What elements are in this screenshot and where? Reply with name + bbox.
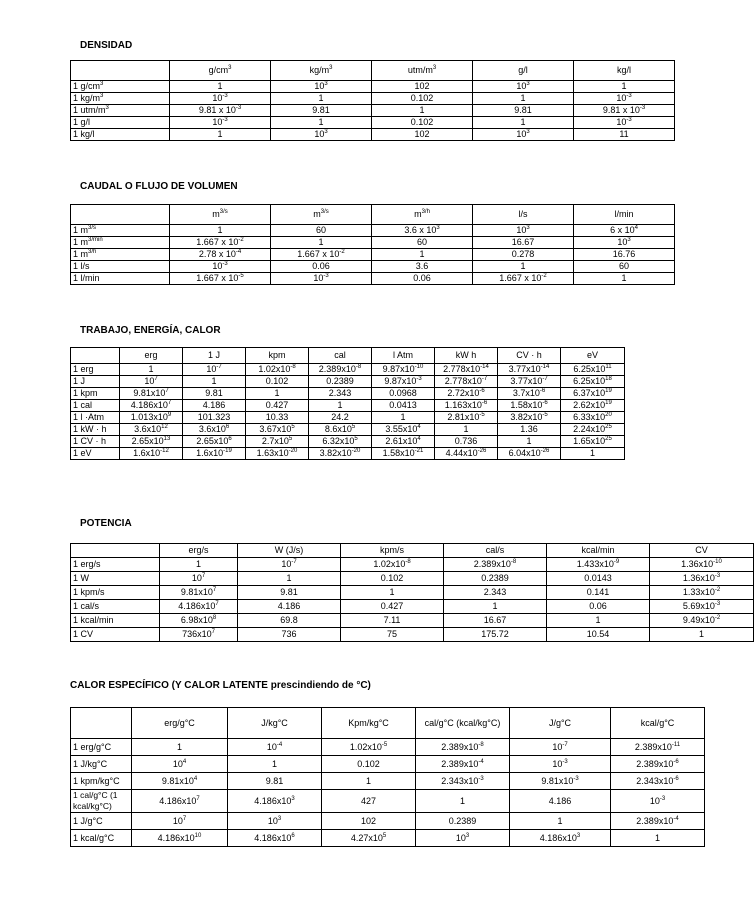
table-row [71, 830, 705, 847]
table-cell: 2.343 [309, 388, 372, 400]
section-title-calor-especifico: CALOR ESPECÍFICO (Y CALOR LATENTE prescindiendo de °C) [70, 680, 371, 691]
table-cell: $10^{-3}$ [611, 790, 705, 813]
table-cell: $10^{-3}$ [170, 261, 271, 273]
table-cell: $6.37x10^{19}$ [561, 388, 625, 400]
table-cell: 102 [372, 81, 473, 93]
table-cell: 0.102 [372, 117, 473, 129]
table-row [71, 261, 675, 273]
table-cell: 60 [574, 261, 675, 273]
table-cell: 0.06 [271, 261, 372, 273]
table-cell: 1 [183, 376, 246, 388]
table-cell: $2.389x10^{-8}$ [309, 364, 372, 376]
table-cell: 69.8 [238, 614, 341, 628]
table-row [71, 586, 754, 600]
table-cell: 9.81 [183, 388, 246, 400]
table-cell: $3.67x10^5$ [246, 424, 309, 436]
row-label: 1 l/s [71, 261, 170, 273]
column-header: $kg/m^3$ [271, 61, 372, 81]
table-cell: 736 [238, 628, 341, 642]
table-row [71, 237, 675, 249]
column-header: utm/$m^3$ [372, 61, 473, 81]
table-cell: $2.343x10^{-6}$ [611, 773, 705, 790]
table-cell: $10^3$ [574, 237, 675, 249]
table-cell: $2.62x10^{19}$ [561, 400, 625, 412]
table-cell: 4.186 [510, 790, 611, 813]
table-cell: $10^{-3}$ [271, 273, 372, 285]
table-cell: $10^{-7}$ [510, 739, 611, 756]
row-label: 1 kW · h [71, 424, 120, 436]
row-label: 1 kpm/s [71, 586, 160, 600]
table-cell: $9.87x10^{-3}$ [372, 376, 435, 388]
table-trabajo [70, 347, 625, 460]
table-cell: 1 [170, 225, 271, 237]
table-cell: $10^7$ [132, 813, 228, 830]
row-label: 1 J/g°C [71, 813, 132, 830]
table-cell: 1.36 [498, 424, 561, 436]
table-cell: $2.72x10^{-6}$ [435, 388, 498, 400]
table-cell: $2.65x10^{13}$ [120, 436, 183, 448]
table-cell: 24.2 [309, 412, 372, 424]
table-cell: $10^3$ [271, 81, 372, 93]
header-row [71, 544, 754, 558]
table-cell: $2.81x10^{-5}$ [435, 412, 498, 424]
table-row [71, 813, 705, 830]
table-cell: 1 [341, 586, 444, 600]
column-header: kpm/s [341, 544, 444, 558]
table-cell: $1.63x10^{-20}$ [246, 448, 309, 460]
table-cell: 0.736 [435, 436, 498, 448]
table-cell: $9.49x10^{-2}$ [650, 614, 754, 628]
table-row [71, 448, 625, 460]
table-cell: $2.389x10^{-11}$ [611, 739, 705, 756]
column-header: cal/s [444, 544, 547, 558]
table-cell: 1 [547, 614, 650, 628]
table-cell: 1 [372, 412, 435, 424]
row-label: 1 erg/g°C [71, 739, 132, 756]
table-cell: $1.65x10^{25}$ [561, 436, 625, 448]
table-cell: $10^7$ [160, 572, 238, 586]
table-row [71, 790, 705, 813]
row-label: 1 CV [71, 628, 160, 642]
column-header: W (J/s) [238, 544, 341, 558]
table-row [71, 739, 705, 756]
table-row [71, 628, 754, 642]
table-cell: 60 [372, 237, 473, 249]
table-row [71, 273, 675, 285]
table-cell: 1 [170, 81, 271, 93]
table-cell: $2.389x10^{-8}$ [444, 558, 547, 572]
table-cell: 1 [435, 424, 498, 436]
row-label: 1 cal [71, 400, 120, 412]
column-header: kW h [435, 348, 498, 364]
table-cell: 4.186 [238, 600, 341, 614]
header-row [71, 205, 675, 225]
column-header: $m^{3/s}$ [271, 205, 372, 225]
table-row [71, 436, 625, 448]
table-cell: 1 [271, 93, 372, 105]
section-title-potencia: POTENCIA [80, 518, 132, 529]
row-label: 1 $kg/m^3$ [71, 93, 170, 105]
table-cell: $10^{-3}$ [574, 93, 675, 105]
table-cell: 1 [510, 813, 611, 830]
table-cell: 9.81 [271, 105, 372, 117]
table-cell: $2.61x10^4$ [372, 436, 435, 448]
row-label: 1 erg/s [71, 558, 160, 572]
table-cell: 0.102 [372, 93, 473, 105]
table-cell: 1 [309, 400, 372, 412]
table-cell: $10^3$ [228, 813, 322, 830]
table-row [71, 400, 625, 412]
column-header: cal [309, 348, 372, 364]
table-cell: $2.389x10^{-6}$ [611, 756, 705, 773]
table-cell: 1 [228, 756, 322, 773]
table-cell: $3.77x10^{-14}$ [498, 364, 561, 376]
table-cell: $1.33x10^{-2}$ [650, 586, 754, 600]
table-cell: 175.72 [444, 628, 547, 642]
table-cell: $4.186x10^3$ [510, 830, 611, 847]
table-row [71, 129, 675, 141]
table-cell: 1.667 x $10^{-2}$ [473, 273, 574, 285]
table-row [71, 773, 705, 790]
table-cell: $10^{-3}$ [170, 117, 271, 129]
table-cell: 75 [341, 628, 444, 642]
table-cell: $3.6x10^{12}$ [120, 424, 183, 436]
table-cell: 1 [574, 273, 675, 285]
table-cell: 2.78 x $10^{-4}$ [170, 249, 271, 261]
table-cell: 16.67 [473, 237, 574, 249]
table-cell: $3.77x10^{-7}$ [498, 376, 561, 388]
table-cell: 101.323 [183, 412, 246, 424]
table-cell: $4.186x10^7$ [132, 790, 228, 813]
table-cell: $6.25x10^{11}$ [561, 364, 625, 376]
table-cell: $10^7$ [120, 376, 183, 388]
table-cell: $10^4$ [132, 756, 228, 773]
row-label: 1 kpm [71, 388, 120, 400]
table-cell: 0.102 [246, 376, 309, 388]
table-cell: 1 [574, 81, 675, 93]
table-row [71, 105, 675, 117]
table-cell: 4.186 [183, 400, 246, 412]
table-densidad [70, 60, 675, 141]
table-row [71, 558, 754, 572]
table-cell: 1 [271, 117, 372, 129]
column-header: cal/g°C (kcal/kg°C) [416, 708, 510, 739]
table-cell: $2.24x10^{25}$ [561, 424, 625, 436]
row-label: 1 erg [71, 364, 120, 376]
table-cell: 1 [271, 237, 372, 249]
table-cell: $1.02x10^{-8}$ [246, 364, 309, 376]
table-cell: $1.02x10^{-5}$ [322, 739, 416, 756]
table-cell: 0.2389 [309, 376, 372, 388]
table-cell: $1.6x10^{-12}$ [120, 448, 183, 460]
header-row [71, 708, 705, 739]
column-header: erg [120, 348, 183, 364]
table-cell: $3.55x10^4$ [372, 424, 435, 436]
row-label: 1 utm/$m^3$ [71, 105, 170, 117]
table-cell: $10^3$ [473, 225, 574, 237]
table-cell: $4.27x10^5$ [322, 830, 416, 847]
table-cell: 1 [372, 105, 473, 117]
column-header: $m^{3/h}$ [372, 205, 473, 225]
table-cell: $2.7x10^5$ [246, 436, 309, 448]
table-cell: 9.81 [473, 105, 574, 117]
table-cell: $4.186x10^{10}$ [132, 830, 228, 847]
table-cell: 6 x $10^4$ [574, 225, 675, 237]
table-row [71, 572, 754, 586]
table-row [71, 412, 625, 424]
row-label: 1 kcal/g°C [71, 830, 132, 847]
table-cell: $4.44x10^{-26}$ [435, 448, 498, 460]
table-cell: 9.81 x $10^{-3}$ [574, 105, 675, 117]
table-cell: $10^{-3}$ [574, 117, 675, 129]
row-label: 1 CV · h [71, 436, 120, 448]
table-row [71, 81, 675, 93]
table-cell: $6.33x10^{20}$ [561, 412, 625, 424]
table-caudal [70, 204, 675, 285]
column-header: CV · h [498, 348, 561, 364]
table-cell: $4.186x10^7$ [120, 400, 183, 412]
table-calor-especifico [70, 707, 705, 847]
table-cell: 0.102 [322, 756, 416, 773]
table-cell: 1 [372, 249, 473, 261]
table-cell: 0.427 [246, 400, 309, 412]
table-cell: 0.2389 [416, 813, 510, 830]
column-header: erg/g°C [132, 708, 228, 739]
column-header [71, 708, 132, 739]
table-cell: 0.0143 [547, 572, 650, 586]
table-cell: $1.6x10^{-19}$ [183, 448, 246, 460]
table-cell: 1 [473, 117, 574, 129]
column-header: kpm [246, 348, 309, 364]
table-cell: $1.58x10^{-21}$ [372, 448, 435, 460]
table-cell: $2.389x10^{-4}$ [416, 756, 510, 773]
row-label: 1 l/min [71, 273, 170, 285]
table-cell: 1 [416, 790, 510, 813]
column-header: J/g°C [510, 708, 611, 739]
table-cell: $10^{-7}$ [238, 558, 341, 572]
table-cell: $1.36x10^{-10}$ [650, 558, 754, 572]
table-cell: $1.58x10^{-6}$ [498, 400, 561, 412]
table-cell: 1 [160, 558, 238, 572]
table-cell: 102 [372, 129, 473, 141]
row-label: 1 kcal/min [71, 614, 160, 628]
table-cell: 1.667 x $10^{-2}$ [271, 249, 372, 261]
table-row [71, 249, 675, 261]
row-label: 1 eV [71, 448, 120, 460]
table-cell: 0.0968 [372, 388, 435, 400]
table-cell: 0.427 [341, 600, 444, 614]
table-cell: 1 [238, 572, 341, 586]
table-cell: 427 [322, 790, 416, 813]
table-cell: $5.69x10^{-3}$ [650, 600, 754, 614]
table-cell: 16.67 [444, 614, 547, 628]
table-cell: $2.389x10^{-8}$ [416, 739, 510, 756]
table-cell: 1 [561, 448, 625, 460]
table-cell: 0.0413 [372, 400, 435, 412]
table-cell: $1.02x10^{-8}$ [341, 558, 444, 572]
table-cell: $1.013x10^9$ [120, 412, 183, 424]
column-header: g/l [473, 61, 574, 81]
table-row [71, 614, 754, 628]
row-label: 1 kg/l [71, 129, 170, 141]
table-cell: 2.343 [444, 586, 547, 600]
table-cell: 60 [271, 225, 372, 237]
table-cell: 1.667 x $10^{-5}$ [170, 273, 271, 285]
table-cell: 0.06 [372, 273, 473, 285]
table-cell: $2.65x10^6$ [183, 436, 246, 448]
header-row [71, 61, 675, 81]
table-row [71, 388, 625, 400]
table-cell: 3.6 x $10^3$ [372, 225, 473, 237]
table-cell: 1 [473, 261, 574, 273]
table-cell: 1 [444, 600, 547, 614]
table-cell: 0.141 [547, 586, 650, 600]
table-cell: $9.81x10^7$ [160, 586, 238, 600]
table-cell: $1.36x10^{-3}$ [650, 572, 754, 586]
row-label: 1 l ·Atm [71, 412, 120, 424]
column-header: $g/cm^3$ [170, 61, 271, 81]
table-cell: $6.04x10^{-26}$ [498, 448, 561, 460]
table-potencia [70, 543, 754, 642]
table-cell: $2.389x10^{-4}$ [611, 813, 705, 830]
table-row [71, 93, 675, 105]
table-cell: 102 [322, 813, 416, 830]
table-cell: 0.278 [473, 249, 574, 261]
table-cell: 11 [574, 129, 675, 141]
table-cell: $10^3$ [271, 129, 372, 141]
row-label: 1 g/l [71, 117, 170, 129]
table-cell: 1 [611, 830, 705, 847]
table-cell: $1.163x10^{-6}$ [435, 400, 498, 412]
table-row [71, 376, 625, 388]
column-header [71, 348, 120, 364]
table-cell: $3.82x10^{-5}$ [498, 412, 561, 424]
column-header: l/min [574, 205, 675, 225]
column-header [71, 205, 170, 225]
column-header: l Atm [372, 348, 435, 364]
table-cell: 1 [170, 129, 271, 141]
table-row [71, 756, 705, 773]
table-cell: $6.25x10^{18}$ [561, 376, 625, 388]
table-cell: 1 [322, 773, 416, 790]
header-row [71, 348, 625, 364]
table-cell: 1 [473, 93, 574, 105]
table-cell: 0.102 [341, 572, 444, 586]
table-cell: 10.33 [246, 412, 309, 424]
table-cell: 16.76 [574, 249, 675, 261]
table-cell: $10^3$ [416, 830, 510, 847]
table-cell: $3.7x10^{-6}$ [498, 388, 561, 400]
table-cell: 1.667 x $10^{-2}$ [170, 237, 271, 249]
table-cell: $2.343x10^{-3}$ [416, 773, 510, 790]
section-title-densidad: DENSIDAD [80, 40, 133, 51]
column-header: erg/s [160, 544, 238, 558]
table-cell: $4.186x10^6$ [228, 830, 322, 847]
table-cell: $10^{-7}$ [183, 364, 246, 376]
column-header: kg/l [574, 61, 675, 81]
column-header: $m^{3/s}$ [170, 205, 271, 225]
table-cell: $10^{-3}$ [170, 93, 271, 105]
table-cell: 9.81 [228, 773, 322, 790]
table-row [71, 424, 625, 436]
column-header: CV [650, 544, 754, 558]
table-cell: 9.81 [238, 586, 341, 600]
table-cell: $3.6x10^6$ [183, 424, 246, 436]
table-cell: $10^{-3}$ [510, 756, 611, 773]
row-label: 1 W [71, 572, 160, 586]
column-header: 1 J [183, 348, 246, 364]
table-cell: 1 [246, 388, 309, 400]
column-header [71, 544, 160, 558]
table-cell: $10^3$ [473, 81, 574, 93]
row-label: 1 kpm/kg°C [71, 773, 132, 790]
column-header: Kpm/kg°C [322, 708, 416, 739]
column-header: kcal/g°C [611, 708, 705, 739]
row-label: 1 cal/s [71, 600, 160, 614]
column-header: kcal/min [547, 544, 650, 558]
column-header: J/kg°C [228, 708, 322, 739]
section-title-trabajo: TRABAJO, ENERGÍA, CALOR [80, 325, 221, 336]
table-cell: $6.32x10^5$ [309, 436, 372, 448]
table-cell: $6.98x10^8$ [160, 614, 238, 628]
table-cell: $3.82x10^{-20}$ [309, 448, 372, 460]
table-cell: 10.54 [547, 628, 650, 642]
table-cell: $10^3$ [473, 129, 574, 141]
table-cell: $4.186x10^7$ [160, 600, 238, 614]
table-cell: 7.11 [341, 614, 444, 628]
table-cell: $9.87x10^{-10}$ [372, 364, 435, 376]
table-cell: 9.81 x $10^{-3}$ [170, 105, 271, 117]
column-header [71, 61, 170, 81]
table-cell: $9.81x10^{-3}$ [510, 773, 611, 790]
table-cell: $4.186x10^3$ [228, 790, 322, 813]
column-header: l/s [473, 205, 574, 225]
column-header: eV [561, 348, 625, 364]
table-cell: $10^{-4}$ [228, 739, 322, 756]
table-row [71, 600, 754, 614]
row-label: 1 J/kg°C [71, 756, 132, 773]
table-cell: 3.6 [372, 261, 473, 273]
table-row [71, 117, 675, 129]
table-cell: 1 [498, 436, 561, 448]
table-cell: $2.778x10^{-14}$ [435, 364, 498, 376]
table-cell: $9.81x10^4$ [132, 773, 228, 790]
table-cell: $736x10^7$ [160, 628, 238, 642]
table-cell: 1 [650, 628, 754, 642]
table-cell: 0.06 [547, 600, 650, 614]
table-cell: 1 [132, 739, 228, 756]
table-cell: $8.6x10^5$ [309, 424, 372, 436]
row-label: 1 cal/g°C (1 kcal/kg°C) [71, 790, 132, 813]
row-label: 1 $m^{3/h}$ [71, 249, 170, 261]
row-label: 1 J [71, 376, 120, 388]
table-row [71, 364, 625, 376]
table-cell: 0.2389 [444, 572, 547, 586]
table-cell: 1 [120, 364, 183, 376]
table-cell: $9.81x10^7$ [120, 388, 183, 400]
row-label: 1 $m^{3/s}$ [71, 225, 170, 237]
row-label: 1 $g/cm^3$ [71, 81, 170, 93]
section-title-caudal: CAUDAL O FLUJO DE VOLUMEN [80, 181, 238, 192]
row-label: 1 $m^{3/min}$ [71, 237, 170, 249]
table-cell: $2.778x10^{-7}$ [435, 376, 498, 388]
table-row [71, 225, 675, 237]
table-cell: $1.433x10^{-9}$ [547, 558, 650, 572]
